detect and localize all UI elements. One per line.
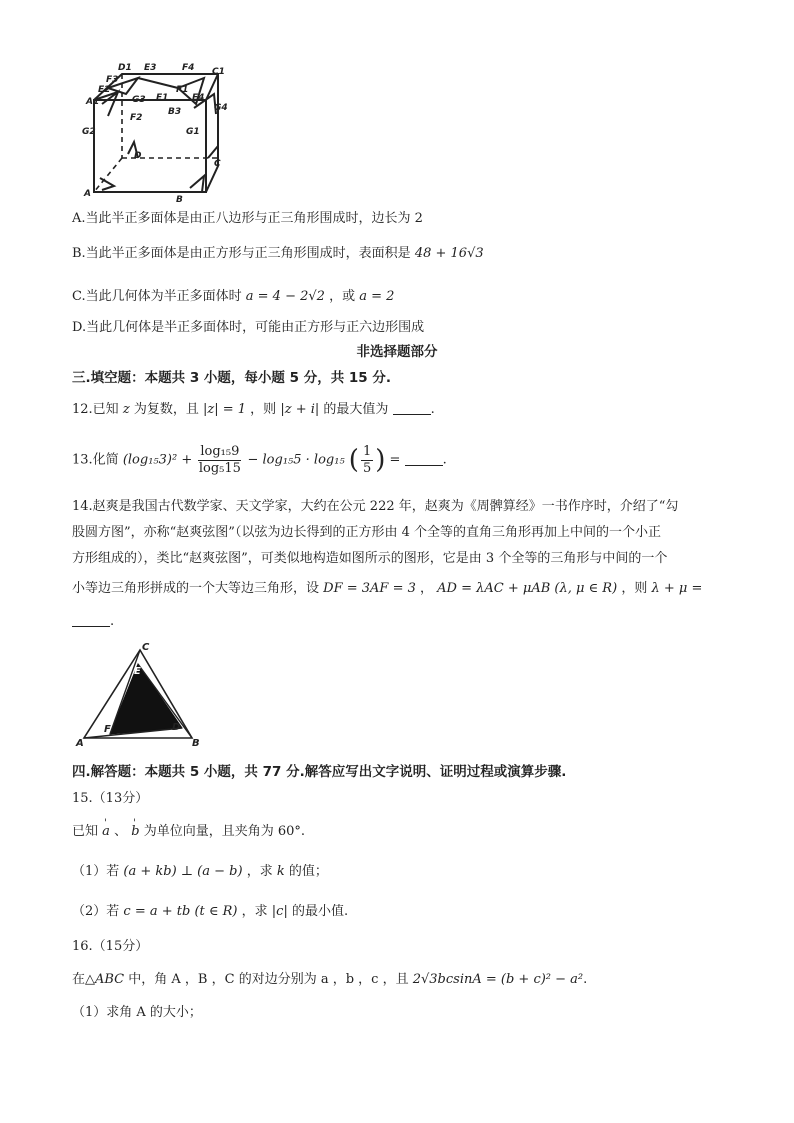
fig1-label-G4: G4 — [214, 103, 228, 113]
fig1-label-G2: G2 — [82, 127, 96, 137]
section-nonchoice-title: 非选择题部分 — [356, 344, 438, 360]
option-c-formula1: a = 4 − 2√2 — [245, 289, 325, 304]
fig1-label-E3: E3 — [144, 63, 157, 73]
q16-header: 16.（15分） — [72, 939, 149, 954]
fig2-label-F: F — [104, 724, 111, 735]
q15-p1-prefix: （1）若 — [72, 864, 120, 879]
q12-answer-blank[interactable] — [393, 400, 431, 415]
option-d: D.当此几何体是半正多面体时，可能由正方形与正六边形围成 — [72, 320, 425, 335]
q16-part1: （1）求角 A 的大小； — [72, 1005, 202, 1020]
fig1-label-B: B — [176, 195, 183, 204]
q12-mid2: ，则 — [250, 402, 277, 417]
q13-inner-num: 1 — [362, 443, 372, 459]
q15-vec-a: ' a — [102, 822, 110, 842]
option-b-formula: 48 + 16√3 — [414, 246, 484, 261]
q15-p2-mid: ，求 — [241, 904, 268, 919]
q14-expr: λ + μ = — [651, 581, 703, 596]
q15-p2-abs: |c| — [271, 904, 288, 919]
polyhedron-svg — [78, 58, 238, 204]
q13-left-paren: ( — [348, 445, 359, 475]
fig1-label-B3: B3 — [168, 107, 182, 117]
question-12: 12.已知 z 为复数，且 |z| = 1 ，则 |z + i| 的最大值为 . — [72, 402, 435, 417]
option-c-formula2: a = 2 — [359, 289, 395, 304]
q15-part1 — [72, 862, 328, 882]
fig1-label-E4: E4 — [192, 93, 205, 103]
fig2-label-D: D — [172, 722, 181, 733]
q16-end: . — [583, 972, 588, 987]
q15-intro — [72, 822, 305, 842]
polyhedron-figure — [78, 58, 238, 204]
q14-answer-line: . — [72, 612, 114, 632]
q13-part1: (log₁₅3)² + — [122, 452, 193, 468]
q14-ask: ，则 — [621, 581, 648, 596]
section3-title: 三.填空题：本题共 3 小题，每小题 5 分，共 15 分. — [72, 370, 392, 386]
section4-title: 四.解答题：本题共 5 小题，共 77 分.解答应写出文字说明、证明过程或演算步骤. — [72, 764, 567, 780]
q15-intro-prefix: 已知 — [72, 824, 99, 839]
option-c-mid: ，或 — [329, 289, 356, 304]
fig1-label-D1: D1 — [118, 63, 132, 73]
fig1-label-C: C — [214, 159, 221, 169]
q15-p2-formula: c = a + tb (t ∈ R) — [123, 904, 238, 919]
q16-intro-prefix: 在△ — [72, 972, 95, 987]
fig2-label-B: B — [192, 738, 200, 749]
q16-intro-mid: 中，角 A ，B ，C 的对边分别为 a ，b ，c ，且 — [124, 972, 409, 987]
q13-prefix: 13.化简 — [72, 452, 119, 468]
fig2-label-C: C — [142, 642, 150, 653]
triangle-figure — [74, 640, 208, 750]
q15-header: 15.（13分） — [72, 791, 149, 806]
q16-intro — [72, 970, 587, 990]
q13-right-paren: ) — [375, 445, 386, 475]
q12-prefix: 12.已知 — [72, 402, 119, 417]
fig1-label-E1: E1 — [156, 93, 169, 103]
fig1-label-F3: F3 — [106, 75, 119, 85]
option-c — [72, 287, 394, 307]
q14-line1: 14.赵爽是我国古代数学家、天文学家，大约在公元 222 年，赵爽为《周髀算经》一书作序时，介绍了“勾 — [72, 499, 679, 514]
fig1-label-A1: A1 — [86, 97, 100, 107]
q12-cond: |z| = 1 — [202, 402, 247, 417]
q14-line4 — [72, 579, 702, 599]
q15-part2 — [72, 902, 348, 922]
q12-suffix: 的最大值为 — [323, 402, 389, 417]
fig1-label-C1: C1 — [212, 67, 225, 77]
fig1-label-F1: F1 — [176, 85, 189, 95]
q15-p1-formula: (a + kb) ⊥ (a − b) — [123, 864, 243, 879]
question-13: 13.化简 (log₁₅3)² + $\frac{\text{log₁₅9}}{\text{log₅15}}$ − log₁₅5 · log₁₅ ( $\frac{1}{5}$ ) = . — [72, 443, 447, 476]
q13-answer-blank[interactable] — [405, 451, 443, 466]
q14-line4-prefix: 小等边三角形拼成的一个大等边三角形，设 — [72, 581, 320, 596]
q14-line3: 方形组成的），类比“赵爽弦图”，可类似地构造如图所示的图形，它是由 3 个全等的三角形与中间的一个 — [72, 551, 668, 566]
q13-frac-num: log₁₅9 — [200, 443, 240, 459]
fig1-label-F2: F2 — [130, 113, 143, 123]
q15-p2-prefix: （2）若 — [72, 904, 120, 919]
option-c-prefix: C.当此几何体为半正多面体时 — [72, 289, 242, 304]
q13-eq: = — [389, 452, 401, 468]
q13-frac-den: log₅15 — [198, 460, 241, 476]
q16-formula: 2√3bcsinA = (b + c)² − a² — [412, 972, 584, 987]
q15-p1-suffix: ，求 — [246, 864, 273, 879]
q14-answer-blank[interactable] — [72, 612, 110, 627]
fig1-label-D: D — [134, 151, 142, 161]
q14-cond: DF = 3AF = 3 — [323, 581, 416, 596]
q13-inner-fraction — [361, 444, 373, 477]
fig2-label-E: E — [134, 666, 141, 677]
q14-vector-eq: AD = λAC + μAB (λ, μ ∈ R) — [437, 581, 618, 596]
fig2-label-A: A — [76, 738, 84, 749]
q15-p1-end: 的值； — [288, 864, 328, 879]
q14-line2: 股圆方图”，亦称“赵爽弦图”（以弦为边长得到的正方形由 4 个全等的直角三角形再加上中间的一个小正 — [72, 525, 661, 540]
q13-fraction — [198, 444, 241, 477]
q15-p2-suffix: 的最小值. — [291, 904, 349, 919]
fig1-label-G1: G1 — [186, 127, 200, 137]
fig1-label-E2: E2 — [98, 85, 111, 95]
fig1-label-A: A — [84, 189, 91, 199]
q13-part2: − log₁₅5 · log₁₅ — [247, 452, 345, 468]
fig1-label-F4: F4 — [182, 63, 195, 73]
fig1-label-G3: G3 — [132, 95, 146, 105]
q15-sep: 、 — [114, 824, 128, 839]
option-a: A.当此半正多面体是由正八边形与正三角形围成时，边长为 2 — [72, 211, 423, 226]
q14-sep: ， — [420, 581, 434, 596]
q12-mid: 为复数，且 — [133, 402, 199, 417]
q12-z: z — [122, 402, 130, 417]
q12-expr: |z + i| — [280, 402, 320, 417]
q13-inner-den: 5 — [362, 460, 372, 476]
option-b-prefix: B.当此半正多面体是由正方形与正三角形围成时，表面积是 — [72, 246, 411, 261]
option-b — [72, 244, 484, 264]
triangle-svg — [74, 640, 208, 750]
q15-vec-b: ' b — [131, 822, 139, 842]
q16-abc: ABC — [95, 972, 125, 987]
q15-intro-suffix: 为单位向量，且夹角为 60°. — [143, 824, 305, 839]
q15-p1-k: k — [276, 864, 285, 879]
